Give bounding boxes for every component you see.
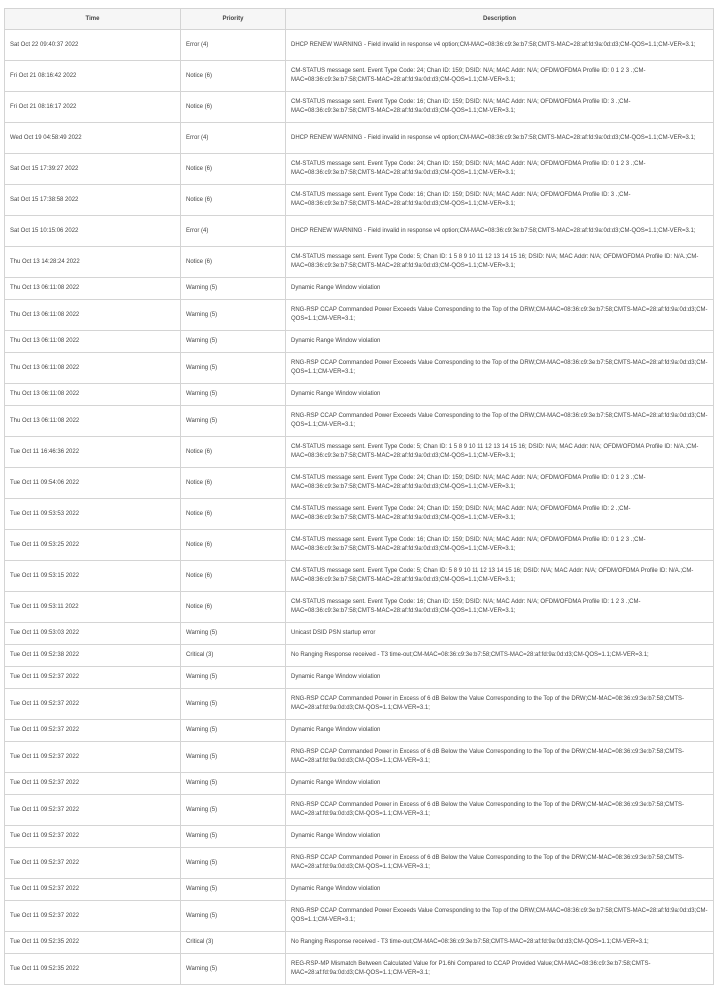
header-row bbox=[5, 9, 714, 30]
table-row bbox=[5, 331, 714, 353]
event-log-table bbox=[4, 8, 714, 985]
cell-priority: Notice (6) bbox=[181, 530, 286, 561]
table-row bbox=[5, 561, 714, 592]
cell-priority: Error (4) bbox=[181, 30, 286, 61]
cell-time: Tue Oct 11 09:53:11 2022 bbox=[5, 592, 181, 623]
table-row bbox=[5, 645, 714, 667]
cell-time: Tue Oct 11 16:46:36 2022 bbox=[5, 437, 181, 468]
table-row bbox=[5, 932, 714, 954]
cell-description: DHCP RENEW WARNING - Field invalid in response v4 option;CM-MAC=08:36:c9:3e:b7:58;CMTS-MAC=28:af:fd:9a:0d:d3;CM-QOS=1.1;CM-VER=3.1; bbox=[286, 123, 714, 154]
cell-time: Thu Oct 13 06:11:08 2022 bbox=[5, 384, 181, 406]
cell-time: Tue Oct 11 09:52:37 2022 bbox=[5, 879, 181, 901]
table-row bbox=[5, 795, 714, 826]
table-row bbox=[5, 247, 714, 278]
table-row bbox=[5, 154, 714, 185]
cell-priority: Warning (5) bbox=[181, 901, 286, 932]
table-row bbox=[5, 742, 714, 773]
cell-time: Thu Oct 13 14:28:24 2022 bbox=[5, 247, 181, 278]
cell-time: Sat Oct 15 10:15:06 2022 bbox=[5, 216, 181, 247]
table-row bbox=[5, 499, 714, 530]
table-row bbox=[5, 848, 714, 879]
table-row bbox=[5, 689, 714, 720]
cell-priority: Warning (5) bbox=[181, 623, 286, 645]
cell-description: CM-STATUS message sent. Event Type Code: 5; Chan ID: 5 8 9 10 11 12 13 14 15 16; DSID: N/A; MAC Addr: N/A; OFDM/OFDMA Profile ID: N/A.;CM-MAC=08:36:c9:3e:b7:58;CMTS-MAC=28:af:fd:9a:0d:d3;CM-QOS=1.1;CM-VER=3.1; bbox=[286, 561, 714, 592]
cell-time: Tue Oct 11 09:52:35 2022 bbox=[5, 954, 181, 985]
cell-description: Dynamic Range Window violation bbox=[286, 331, 714, 353]
table-row bbox=[5, 623, 714, 645]
cell-time: Fri Oct 21 08:16:17 2022 bbox=[5, 92, 181, 123]
cell-time: Tue Oct 11 09:53:53 2022 bbox=[5, 499, 181, 530]
table-row bbox=[5, 123, 714, 154]
table-row bbox=[5, 468, 714, 499]
cell-priority: Warning (5) bbox=[181, 795, 286, 826]
cell-priority: Notice (6) bbox=[181, 61, 286, 92]
table-row bbox=[5, 720, 714, 742]
cell-time: Tue Oct 11 09:52:37 2022 bbox=[5, 667, 181, 689]
cell-description: CM-STATUS message sent. Event Type Code: 16; Chan ID: 159; DSID: N/A; MAC Addr: N/A; OFDM/OFDMA Profile ID: 3 .;CM-MAC=08:36:c9:3e:b7:58;CMTS-MAC=28:af:fd:9a:0d:d3;CM-QOS=1.1;CM-VER=3.1; bbox=[286, 185, 714, 216]
cell-priority: Warning (5) bbox=[181, 353, 286, 384]
column-header-time: Time bbox=[5, 9, 181, 30]
cell-description: Dynamic Range Window violation bbox=[286, 384, 714, 406]
table-header bbox=[5, 9, 714, 30]
cell-priority: Warning (5) bbox=[181, 331, 286, 353]
cell-description: RNG-RSP CCAP Commanded Power in Excess of 6 dB Below the Value Corresponding to the Top of the DRW;CM-MAC=08:36:c9:3e:b7:58;CMTS-MAC=28:af:fd:9a:0d:d3;CM-QOS=1.1;CM-VER=3.1; bbox=[286, 795, 714, 826]
cell-time: Tue Oct 11 09:52:37 2022 bbox=[5, 773, 181, 795]
cell-description: Dynamic Range Window violation bbox=[286, 773, 714, 795]
cell-description: Unicast DSID PSN startup error bbox=[286, 623, 714, 645]
cell-description: REG-RSP-MP Mismatch Between Calculated Value for P1.6hi Compared to CCAP Provided Value;CM-MAC=08:36:c9:3e:b7:58;CMTS-MAC=28:af:fd:9a:0d:d3;CM-QOS=1.1;CM-VER=3.1; bbox=[286, 954, 714, 985]
table-row bbox=[5, 437, 714, 468]
cell-time: Tue Oct 11 09:53:25 2022 bbox=[5, 530, 181, 561]
table-row bbox=[5, 384, 714, 406]
cell-time: Thu Oct 13 06:11:08 2022 bbox=[5, 300, 181, 331]
cell-description: RNG-RSP CCAP Commanded Power in Excess of 6 dB Below the Value Corresponding to the Top of the DRW;CM-MAC=08:36:c9:3e:b7:58;CMTS-MAC=28:af:fd:9a:0d:d3;CM-QOS=1.1;CM-VER=3.1; bbox=[286, 848, 714, 879]
table-row bbox=[5, 773, 714, 795]
cell-priority: Warning (5) bbox=[181, 406, 286, 437]
table-row bbox=[5, 592, 714, 623]
table-row bbox=[5, 667, 714, 689]
cell-time: Thu Oct 13 06:11:08 2022 bbox=[5, 353, 181, 384]
cell-description: DHCP RENEW WARNING - Field invalid in response v4 option;CM-MAC=08:36:c9:3e:b7:58;CMTS-MAC=28:af:fd:9a:0d:d3;CM-QOS=1.1;CM-VER=3.1; bbox=[286, 30, 714, 61]
cell-description: CM-STATUS message sent. Event Type Code: 24; Chan ID: 159; DSID: N/A; MAC Addr: N/A; OFDM/OFDMA Profile ID: 0 1 2 3 .;CM-MAC=08:36:c9:3e:b7:58;CMTS-MAC=28:af:fd:9a:0d:d3;CM-QOS=1.1;CM-VER=3.1; bbox=[286, 468, 714, 499]
column-header-description: Description bbox=[286, 9, 714, 30]
cell-priority: Notice (6) bbox=[181, 499, 286, 530]
cell-priority: Error (4) bbox=[181, 216, 286, 247]
cell-priority: Critical (3) bbox=[181, 645, 286, 667]
cell-priority: Warning (5) bbox=[181, 742, 286, 773]
cell-time: Tue Oct 11 09:52:37 2022 bbox=[5, 795, 181, 826]
cell-time: Thu Oct 13 06:11:08 2022 bbox=[5, 278, 181, 300]
cell-time: Thu Oct 13 06:11:08 2022 bbox=[5, 331, 181, 353]
cell-time: Tue Oct 11 09:52:37 2022 bbox=[5, 742, 181, 773]
cell-priority: Notice (6) bbox=[181, 561, 286, 592]
cell-priority: Warning (5) bbox=[181, 300, 286, 331]
cell-time: Tue Oct 11 09:54:06 2022 bbox=[5, 468, 181, 499]
table-row bbox=[5, 185, 714, 216]
cell-description: RNG-RSP CCAP Commanded Power Exceeds Value Corresponding to the Top of the DRW;CM-MAC=08:36:c9:3e:b7:58;CMTS-MAC=28:af:fd:9a:0d:d3;CM-QOS=1.1;CM-VER=3.1; bbox=[286, 406, 714, 437]
table-row bbox=[5, 61, 714, 92]
table-row bbox=[5, 92, 714, 123]
cell-description: RNG-RSP CCAP Commanded Power Exceeds Value Corresponding to the Top of the DRW;CM-MAC=08:36:c9:3e:b7:58;CMTS-MAC=28:af:fd:9a:0d:d3;CM-QOS=1.1;CM-VER=3.1; bbox=[286, 901, 714, 932]
cell-priority: Notice (6) bbox=[181, 468, 286, 499]
cell-priority: Warning (5) bbox=[181, 384, 286, 406]
table-row bbox=[5, 406, 714, 437]
cell-time: Tue Oct 11 09:52:37 2022 bbox=[5, 901, 181, 932]
cell-priority: Warning (5) bbox=[181, 954, 286, 985]
event-log-container bbox=[4, 8, 714, 985]
cell-priority: Warning (5) bbox=[181, 689, 286, 720]
table-row bbox=[5, 954, 714, 985]
cell-time: Sat Oct 15 17:39:27 2022 bbox=[5, 154, 181, 185]
cell-description: CM-STATUS message sent. Event Type Code: 5; Chan ID: 1 5 8 9 10 11 12 13 14 15 16; DSID: N/A; MAC Addr: N/A; OFDM/OFDMA Profile ID: N/A.;CM-MAC=08:36:c9:3e:b7:58;CMTS-MAC=28:af:fd:9a:0d:d3;CM-QOS=1.1;CM-VER=3.1; bbox=[286, 247, 714, 278]
cell-priority: Warning (5) bbox=[181, 278, 286, 300]
cell-time: Tue Oct 11 09:52:37 2022 bbox=[5, 848, 181, 879]
cell-time: Tue Oct 11 09:52:38 2022 bbox=[5, 645, 181, 667]
table-row bbox=[5, 353, 714, 384]
cell-priority: Notice (6) bbox=[181, 92, 286, 123]
cell-time: Sat Oct 22 09:40:37 2022 bbox=[5, 30, 181, 61]
cell-description: RNG-RSP CCAP Commanded Power Exceeds Value Corresponding to the Top of the DRW;CM-MAC=08:36:c9:3e:b7:58;CMTS-MAC=28:af:fd:9a:0d:d3;CM-QOS=1.1;CM-VER=3.1; bbox=[286, 300, 714, 331]
cell-time: Fri Oct 21 08:16:42 2022 bbox=[5, 61, 181, 92]
column-header-priority: Priority bbox=[181, 9, 286, 30]
cell-description: Dynamic Range Window violation bbox=[286, 879, 714, 901]
table-body bbox=[5, 30, 714, 985]
cell-description: RNG-RSP CCAP Commanded Power in Excess of 6 dB Below the Value Corresponding to the Top of the DRW;CM-MAC=08:36:c9:3e:b7:58;CMTS-MAC=28:af:fd:9a:0d:d3;CM-QOS=1.1;CM-VER=3.1; bbox=[286, 742, 714, 773]
cell-description: RNG-RSP CCAP Commanded Power Exceeds Value Corresponding to the Top of the DRW;CM-MAC=08:36:c9:3e:b7:58;CMTS-MAC=28:af:fd:9a:0d:d3;CM-QOS=1.1;CM-VER=3.1; bbox=[286, 353, 714, 384]
cell-time: Tue Oct 11 09:53:15 2022 bbox=[5, 561, 181, 592]
cell-time: Thu Oct 13 06:11:08 2022 bbox=[5, 406, 181, 437]
table-row bbox=[5, 30, 714, 61]
cell-time: Tue Oct 11 09:52:37 2022 bbox=[5, 689, 181, 720]
cell-description: DHCP RENEW WARNING - Field invalid in response v4 option;CM-MAC=08:36:c9:3e:b7:58;CMTS-MAC=28:af:fd:9a:0d:d3;CM-QOS=1.1;CM-VER=3.1; bbox=[286, 216, 714, 247]
table-row bbox=[5, 879, 714, 901]
cell-description: CM-STATUS message sent. Event Type Code: 16; Chan ID: 159; DSID: N/A; MAC Addr: N/A; OFDM/OFDMA Profile ID: 0 1 2 3 .;CM-MAC=08:36:c9:3e:b7:58;CMTS-MAC=28:af:fd:9a:0d:d3;CM-QOS=1.1;CM-VER=3.1; bbox=[286, 530, 714, 561]
cell-description: Dynamic Range Window violation bbox=[286, 667, 714, 689]
cell-description: No Ranging Response received - T3 time-out;CM-MAC=08:36:c9:3e:b7:58;CMTS-MAC=28:af:fd:9a:0d:d3;CM-QOS=1.1;CM-VER=3.1; bbox=[286, 932, 714, 954]
cell-description: CM-STATUS message sent. Event Type Code: 24; Chan ID: 159; DSID: N/A; MAC Addr: N/A; OFDM/OFDMA Profile ID: 0 1 2 3 .;CM-MAC=08:36:c9:3e:b7:58;CMTS-MAC=28:af:fd:9a:0d:d3;CM-QOS=1.1;CM-VER=3.1; bbox=[286, 61, 714, 92]
cell-priority: Critical (3) bbox=[181, 932, 286, 954]
cell-description: CM-STATUS message sent. Event Type Code: 5; Chan ID: 1 5 8 9 10 11 12 13 14 15 16; DSID: N/A; MAC Addr: N/A; OFDM/OFDMA Profile ID: N/A.;CM-MAC=08:36:c9:3e:b7:58;CMTS-MAC=28:af:fd:9a:0d:d3;CM-QOS=1.1;CM-VER=3.1; bbox=[286, 437, 714, 468]
cell-time: Wed Oct 19 04:58:49 2022 bbox=[5, 123, 181, 154]
cell-priority: Warning (5) bbox=[181, 848, 286, 879]
cell-description: CM-STATUS message sent. Event Type Code: 16; Chan ID: 159; DSID: N/A; MAC Addr: N/A; OFDM/OFDMA Profile ID: 1 2 3 .;CM-MAC=08:36:c9:3e:b7:58;CMTS-MAC=28:af:fd:9a:0d:d3;CM-QOS=1.1;CM-VER=3.1; bbox=[286, 592, 714, 623]
cell-priority: Warning (5) bbox=[181, 667, 286, 689]
cell-description: Dynamic Range Window violation bbox=[286, 278, 714, 300]
cell-description: Dynamic Range Window violation bbox=[286, 720, 714, 742]
cell-priority: Notice (6) bbox=[181, 437, 286, 468]
cell-description: CM-STATUS message sent. Event Type Code: 24; Chan ID: 159; DSID: N/A; MAC Addr: N/A; OFDM/OFDMA Profile ID: 0 1 2 3 .;CM-MAC=08:36:c9:3e:b7:58;CMTS-MAC=28:af:fd:9a:0d:d3;CM-QOS=1.1;CM-VER=3.1; bbox=[286, 154, 714, 185]
cell-description: Dynamic Range Window violation bbox=[286, 826, 714, 848]
cell-priority: Warning (5) bbox=[181, 879, 286, 901]
cell-priority: Warning (5) bbox=[181, 773, 286, 795]
cell-time: Tue Oct 11 09:53:03 2022 bbox=[5, 623, 181, 645]
table-row bbox=[5, 278, 714, 300]
cell-priority: Error (4) bbox=[181, 123, 286, 154]
cell-description: RNG-RSP CCAP Commanded Power in Excess of 6 dB Below the Value Corresponding to the Top of the DRW;CM-MAC=08:36:c9:3e:b7:58;CMTS-MAC=28:af:fd:9a:0d:d3;CM-QOS=1.1;CM-VER=3.1; bbox=[286, 689, 714, 720]
cell-priority: Warning (5) bbox=[181, 826, 286, 848]
cell-description: CM-STATUS message sent. Event Type Code: 16; Chan ID: 159; DSID: N/A; MAC Addr: N/A; OFDM/OFDMA Profile ID: 3 .;CM-MAC=08:36:c9:3e:b7:58;CMTS-MAC=28:af:fd:9a:0d:d3;CM-QOS=1.1;CM-VER=3.1; bbox=[286, 92, 714, 123]
cell-priority: Notice (6) bbox=[181, 247, 286, 278]
cell-time: Tue Oct 11 09:52:37 2022 bbox=[5, 826, 181, 848]
cell-priority: Notice (6) bbox=[181, 592, 286, 623]
table-row bbox=[5, 300, 714, 331]
cell-description: CM-STATUS message sent. Event Type Code: 24; Chan ID: 159; DSID: N/A; MAC Addr: N/A; OFDM/OFDMA Profile ID: 2 .;CM-MAC=08:36:c9:3e:b7:58;CMTS-MAC=28:af:fd:9a:0d:d3;CM-QOS=1.1;CM-VER=3.1; bbox=[286, 499, 714, 530]
table-row bbox=[5, 216, 714, 247]
cell-description: No Ranging Response received - T3 time-out;CM-MAC=08:36:c9:3e:b7:58;CMTS-MAC=28:af:fd:9a:0d:d3;CM-QOS=1.1;CM-VER=3.1; bbox=[286, 645, 714, 667]
table-row bbox=[5, 826, 714, 848]
cell-time: Sat Oct 15 17:38:58 2022 bbox=[5, 185, 181, 216]
cell-time: Tue Oct 11 09:52:35 2022 bbox=[5, 932, 181, 954]
table-row bbox=[5, 901, 714, 932]
cell-priority: Warning (5) bbox=[181, 720, 286, 742]
table-row bbox=[5, 530, 714, 561]
cell-priority: Notice (6) bbox=[181, 154, 286, 185]
cell-priority: Notice (6) bbox=[181, 185, 286, 216]
cell-time: Tue Oct 11 09:52:37 2022 bbox=[5, 720, 181, 742]
